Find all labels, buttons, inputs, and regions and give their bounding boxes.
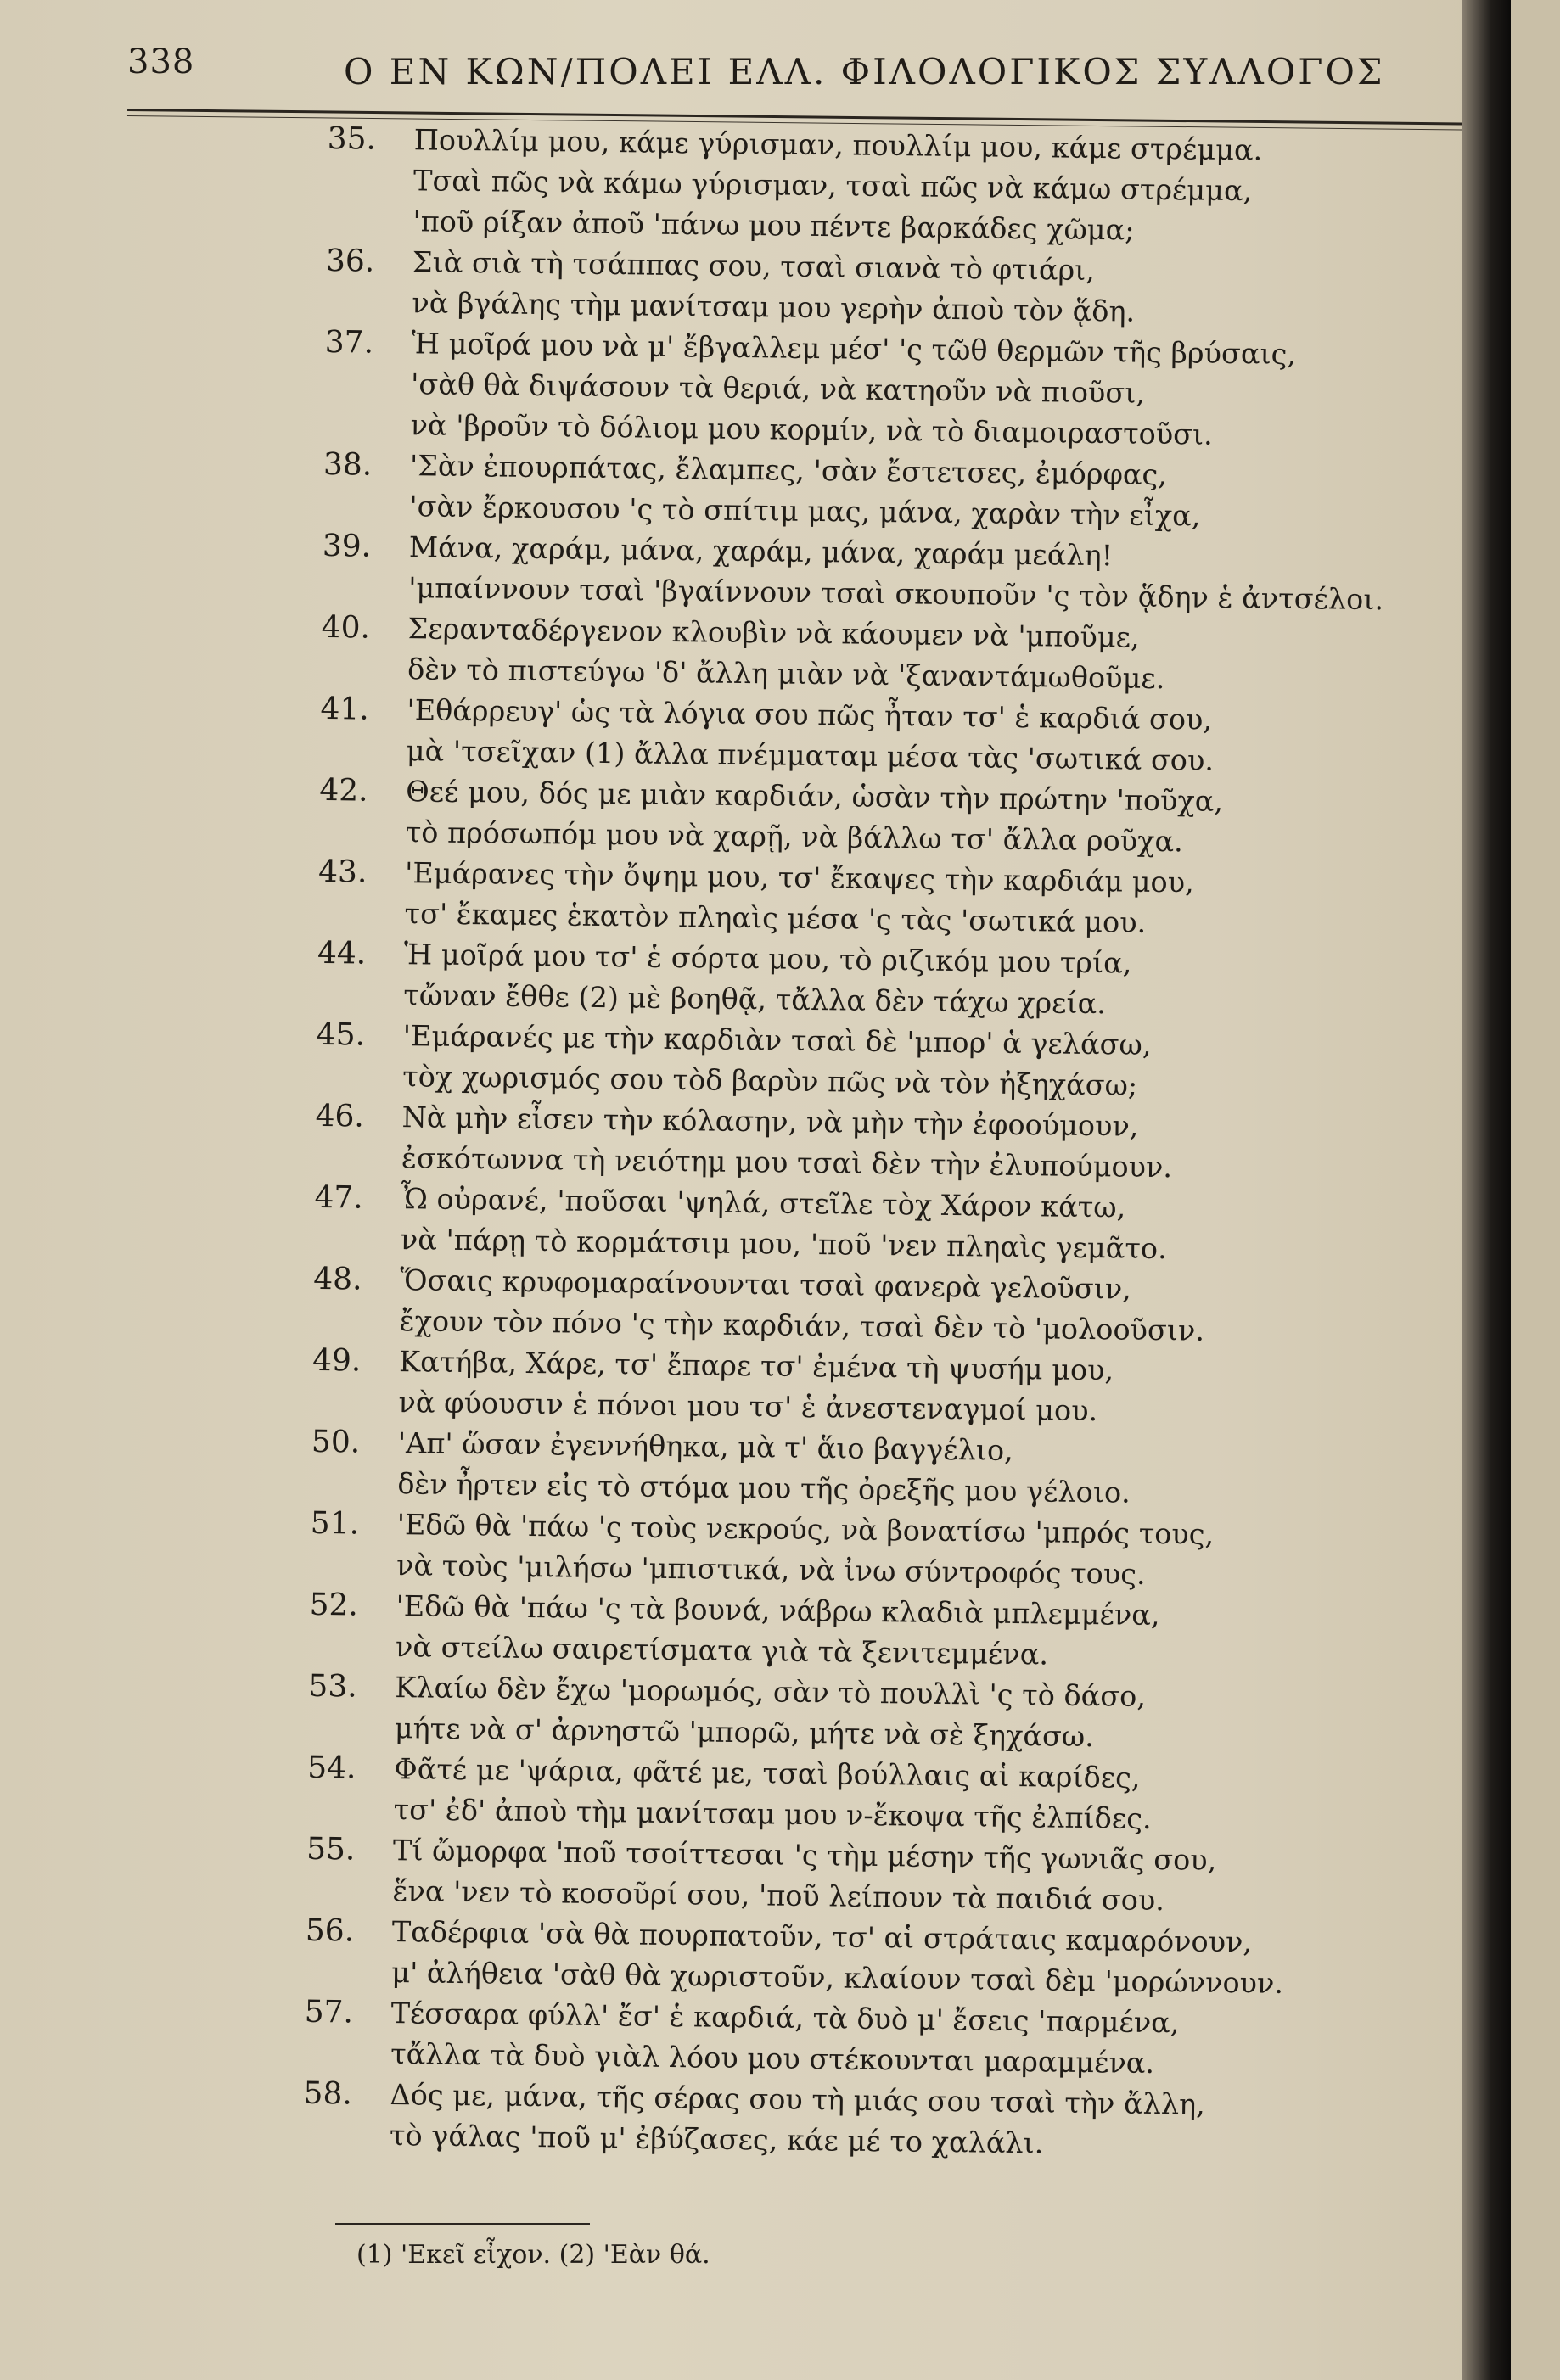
stanza [316,1178,1488,1274]
verse-line: ἐσκότωννα τὴ νειότημ μου τσαὶ δὲν τὴν ἐλυπούμουν. [401,1141,1173,1184]
stanza-number: 53. [308,1668,357,1705]
verse-line: δὲν τὸ πιστεύγω 'δ' ἄλλη μιὰν νὰ 'ξαναντάμωθοῦμε. [407,652,1165,696]
verse-line: Δός με, μάνα, τῆς σέρας σου τὴ μιάς σου τσαὶ τὴν ἄλλη, [390,2078,1206,2121]
verse-line: Τέσσαρα φύλλ' ἔσ' ἑ καρδιά, τὰ δυὸ μ' ἔσεις 'παρμένα, [390,1996,1180,2040]
stanza-number: 40. [321,609,371,646]
verse-line: Κλαίω δὲν ἔχω 'μορωμός, σὰν τὸ πουλλὶ 'ς τὸ δάσο, [395,1671,1147,1713]
verse-line: μὰ 'τσεῖχαν (1) ἄλλα πνέμματαμ μέσα τὰς 'σωτικά σου. [406,734,1215,777]
verse-line: τὸ πρόσωπόμ μου νὰ χαρῇ, νὰ βάλλω τσ' ἄλλα ροῦχα. [405,815,1183,859]
stanza-number: 42. [319,772,368,809]
verse-line: Σερανταδέργενον κλουβὶν νὰ κάουμεν νὰ 'μποῦμε, [407,612,1140,654]
stanza [322,689,1494,785]
stanza-number: 43. [317,854,368,890]
verse-line: ἔχουν τὸν πόνο 'ς τὴν καρδιάν, τσαὶ δὲν τὸ 'μολοοῦσιν. [399,1304,1205,1347]
stanza [323,526,1495,622]
stanza-number: 57. [304,1994,354,2030]
stanza-number: 48. [313,1261,362,1297]
verse-line: Ἡ μοῖρά μου τσ' ἑ σόρτα μου, τὸ ριζικόμ μου τρία, [403,938,1132,980]
verse-line: 'Εδῶ θὰ 'πάω 'ς τοὺς νεκρούς, νὰ βονατίσω 'μπρός τους, [396,1508,1215,1551]
stanza-number: 49. [311,1342,362,1379]
stanza-number: 52. [309,1587,359,1623]
stanza-number: 58. [303,2075,353,2112]
verse-line: νὰ στείλω σαιρετίσματα γιὰ τὰ ξενιτεμμένα. [395,1630,1049,1672]
verse-line: μήτε νὰ σ' ἀρνηστῶ 'μπορῶ, μήτε νὰ σὲ ξηχάσω. [394,1711,1095,1754]
verse-line: τἄλλα τὰ δυὸ γιὰλ λόου μου στέκουνται μαραμμένα. [390,2037,1155,2080]
verse-line: Ἡ μοῖρά μου νὰ μ' ἔβγαλλεμ μέσ' 'ς τῶθ θερμῶν τῆς βρύσαις, [411,327,1297,371]
verse-line: δὲν ἦρτεν εἰς τὸ στόμα μου τῆς ὀρεξῆς μου γέλοιο. [397,1467,1131,1509]
stanza [306,1992,1478,2088]
verse-list [305,119,1501,2170]
verse-line: τὸ γάλας 'ποῦ μ' ἐβύζασες, κάε μέ το χαλάλι. [389,2119,1044,2160]
stanza-number: 36. [325,243,375,279]
verse-line: 'Σὰν ἐπουρπάτας, ἔλαμπες, 'σὰν ἔστετσες, ἐμόρφας, [409,449,1168,492]
verse-line: νὰ βγάλης τὴμ μανίτσαμ μου γερὴν ἀποὺ τὸν ᾅδη. [412,286,1136,328]
stanza [319,852,1491,948]
footnote-rule [335,2223,590,2225]
stanza-number: 38. [323,446,373,483]
stanza-number: 41. [320,691,370,727]
verse-line: 'Εμάρανες τὴν ὄψημ μου, τσ' ἔκαψες τὴν καρδιάμ μου, [404,856,1194,899]
verse-line: 'ποῦ ρίξαν ἀποῦ 'πάνω μου πέντε βαρκάδες χῶμα; [412,204,1135,247]
stanza [307,1829,1479,1925]
stanza-number: 39. [322,528,372,564]
verse-line: τὸχ χωρισμός σου τὸδ βαρὺν πῶς νὰ τὸν ἠξηχάσω; [401,1060,1138,1102]
verse-line: 'Εδῶ θὰ 'πάω 'ς τὰ βουνά, νάβρω κλαδιὰ μπλεμμένα, [396,1589,1160,1632]
verse-line: Κατήβα, Χάρε, τσ' ἔπαρε τσ' ἐμένα τὴ ψυσήμ μου, [398,1345,1114,1387]
page-header [127,32,1385,109]
stanza [324,445,1496,540]
binding-edge [1462,0,1511,2380]
verse-line: 'Εθάρρευγ' ὡς τὰ λόγια σου πῶς ἦταν τσ' ἑ καρδιά σου, [407,693,1213,736]
verse-line: νὰ φύουσιν ἑ πόνοι μου τσ' ἑ ἀνεστεναγμοί μου. [398,1386,1098,1428]
stanza [305,2074,1477,2170]
verse-line: 'μπαίννουν τσαὶ 'βγαίννουν τσαὶ σκουποῦν 'ς τὸν ᾅδην ἑ ἀντσέλοι. [408,571,1384,617]
verse-line: νὰ τοὺς 'μιλήσω 'μπιστικά, νὰ ἰνω σύντροφός τους. [396,1548,1146,1591]
stanza-number: 47. [314,1179,363,1216]
stanza [311,1504,1484,1599]
verse-line: Τί ὤμορφα 'ποῦ τσοίττεσαι 'ς τὴμ μέσην τῆς γωνιᾶς σου, [392,1834,1217,1877]
verse-line: 'Απ' ὥσαν ἐγεννήθηκα, μὰ τ' ἅιο βαγγέλιο, [397,1426,1014,1467]
stanza [327,241,1499,337]
footnote: (1) 'Εκεῖ εἶχον. (2) 'Εὰν θά. [356,2240,710,2270]
verse-line: νὰ 'βροῦν τὸ δόλιομ μου κορμίν, νὰ τὸ διαμοιραστοῦσι. [410,408,1214,451]
verse-line: 'σὰν ἔρκουσου 'ς τὸ σπίτιμ μας, μάνα, χαρὰν τὴν εἶχα, [409,490,1201,533]
stanza [308,1748,1480,1844]
verse-line: Τσαὶ πῶς νὰ κάμω γύρισμαν, τσαὶ πῶς νὰ κάμω στρέμμα, [412,164,1253,208]
verse-line: μ' ἀλήθεια 'σὰθ θὰ χωριστοῦν, κλαίουν τσαὶ δὲμ 'μορώννουν. [391,1956,1284,2000]
running-title: Ο ΕΝ ΚΩΝ/ΠΟΛΕΙ ΕΛΛ. ΦΙΛΟΛΟΓΙΚΟΣ ΣΥΛΛΟΓΟΣ [344,51,1385,92]
stanza [314,1259,1486,1355]
stanza [328,119,1501,255]
verse-line: Ταδέρφια 'σὰ θὰ πουρπατοῦν, τσ' αἱ στράταις καμαρόνουν, [391,1915,1253,1959]
stanza [317,1096,1489,1192]
verse-line: τὤναν ἔθθε (2) μὲ βοηθᾷ, τἄλλα δὲν τάχω χρεία. [403,978,1107,1021]
stanza [318,933,1490,1029]
stanza-number: 44. [317,935,367,972]
stanza [306,1911,1479,2007]
stanza [312,1422,1484,1518]
stanza [323,608,1495,703]
stanza-number: 46. [315,1098,365,1134]
stanza [325,322,1498,459]
stanza-number: 54. [307,1750,356,1786]
verse-line: Νὰ μὴν εἶσεν τὴν κόλασην, νὰ μὴν τὴν ἐφοούμουν, [401,1100,1139,1143]
verse-line: 'Εμάρανές με τὴν καρδιὰν τσαὶ δὲ 'μπορ' ἁ γελάσω, [402,1019,1152,1061]
verse-line: 'σὰθ θὰ διψάσουν τὰ θεριά, νὰ κατηοῦν νὰ πιοῦσι, [410,367,1146,410]
stanza-number: 50. [311,1424,361,1460]
stanza-number: 37. [324,324,374,361]
stanza [313,1341,1485,1436]
stanza [310,1666,1482,1762]
verse-line: Πουλλίμ μου, κάμε γύρισμαν, πουλλίμ μου, κάμε στρέμμα. [413,123,1263,167]
stanza [311,1585,1483,1681]
stanza-number: 45. [316,1016,366,1053]
verse-line: Ὦ οὐρανέ, 'ποῦσαι 'ψηλά, στεῖλε τὸχ Χάρον κάτω, [401,1182,1126,1224]
stanza-number: 56. [305,1912,355,1949]
verse-line: ἕνα 'νεν τὸ κοσοῦρί σου, 'ποῦ λείπουν τὰ παιδιά σου. [392,1874,1165,1918]
verse-line: Σιὰ σιὰ τὴ τσάππας σου, τσαὶ σιανὰ τὸ φτιάρι, [412,245,1096,288]
verse-line: Μάνα, χαράμ, μάνα, χαράμ, μάνα, χαράμ μεάλη! [408,530,1114,573]
stanza-number: 51. [310,1505,360,1542]
stanza-number: 35. [327,120,377,157]
stanza [317,1015,1490,1111]
verse-line: νὰ 'πάρῃ τὸ κορμάτσιμ μου, 'ποῦ 'νεν πληαὶς γεμᾶτο. [400,1223,1168,1266]
verse-line: Φᾶτέ με 'ψάρια, φᾶτέ με, τσαὶ βούλλαις αἱ καρίδες, [394,1752,1141,1795]
verse-line: Θεέ μου, δός με μιὰν καρδιάν, ὡσὰν τὴν πρώτην 'ποῦχα, [406,775,1224,818]
verse-line: τσ' ἐδ' ἀποὺ τὴμ μανίτσαμ μου ν-ἔκοψα τῆς ἐλπίδες. [393,1793,1152,1835]
stanza [320,770,1492,866]
verse-line: τσ' ἔκαμες ἑκατὸν πληαὶς μέσα 'ς τὰς 'σωτικά μου. [404,897,1147,939]
page-number: 338 [127,42,195,81]
stanza-number: 55. [306,1831,356,1868]
verse-line: Ὅσαις κρυφομαραίνουνται τσαὶ φανερὰ γελοῦσιν, [400,1263,1132,1306]
